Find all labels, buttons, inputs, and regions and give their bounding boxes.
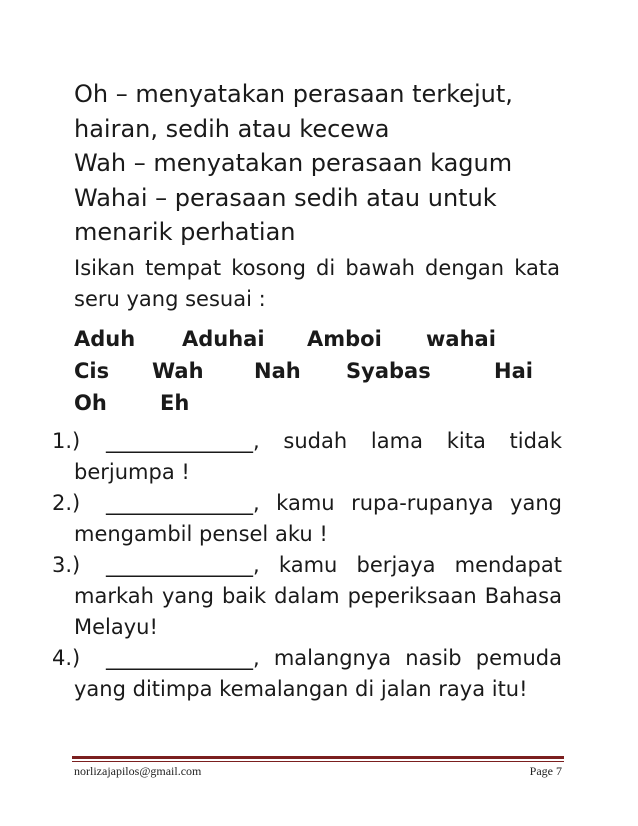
word-aduhai: Aduhai	[182, 327, 265, 351]
word-syabas: Syabas	[346, 359, 431, 383]
question-number: 4.)	[52, 646, 81, 670]
word-cis: Cis	[74, 359, 110, 383]
question-item	[52, 488, 562, 550]
answer-blank: ______________	[106, 553, 253, 577]
question-text: , sudah lama kita tidak berjumpa !	[74, 429, 562, 484]
question-item	[52, 550, 562, 643]
answer-blank: ______________	[106, 429, 253, 453]
footer-divider-thin	[72, 761, 564, 762]
question-number: 2.)	[52, 491, 81, 515]
word-bank-row-2	[74, 355, 554, 387]
word-bank-row-3	[74, 387, 554, 419]
footer-email: norlizajapilos@gmail.com	[74, 764, 202, 778]
page-number: Page 7	[529, 764, 562, 778]
word-nah: Nah	[254, 359, 301, 383]
question-text: , kamu rupa-rupanya yang mengambil pensel aku !	[74, 491, 562, 546]
question-item	[52, 643, 562, 705]
definitions-block	[74, 77, 564, 250]
word-hai: Hai	[494, 359, 533, 383]
definition-wah: Wah – menyatakan perasaan kagum	[74, 149, 513, 177]
question-item	[52, 426, 562, 488]
question-number: 3.)	[52, 553, 81, 577]
definition-oh: Oh – menyatakan perasaan terkejut, hairan, sedih atau kecewa	[74, 80, 513, 143]
definition-wahai: Wahai – perasaan sedih atau untuk menarik perhatian	[74, 183, 497, 246]
question-text: , malangnya nasib pemuda yang ditimpa kemalangan di jalan raya itu!	[74, 646, 562, 701]
word-oh: Oh	[74, 391, 107, 415]
word-eh: Eh	[160, 391, 190, 415]
word-wah: Wah	[152, 359, 204, 383]
word-amboi: Amboi	[307, 327, 382, 351]
question-number: 1.)	[52, 429, 81, 453]
question-list	[52, 426, 562, 705]
answer-blank: ______________	[106, 491, 253, 515]
footer-divider	[72, 756, 564, 759]
word-wahai: wahai	[426, 327, 496, 351]
word-bank	[74, 323, 554, 419]
answer-blank: ______________	[106, 646, 253, 670]
word-aduh: Aduh	[74, 327, 136, 351]
word-bank-row-1	[74, 323, 554, 355]
instruction-text: Isikan tempat kosong di bawah dengan kata seru yang sesuai :	[74, 256, 560, 311]
question-text: , kamu berjaya mendapat markah yang baik dalam peperiksaan Bahasa Melayu!	[74, 553, 562, 639]
